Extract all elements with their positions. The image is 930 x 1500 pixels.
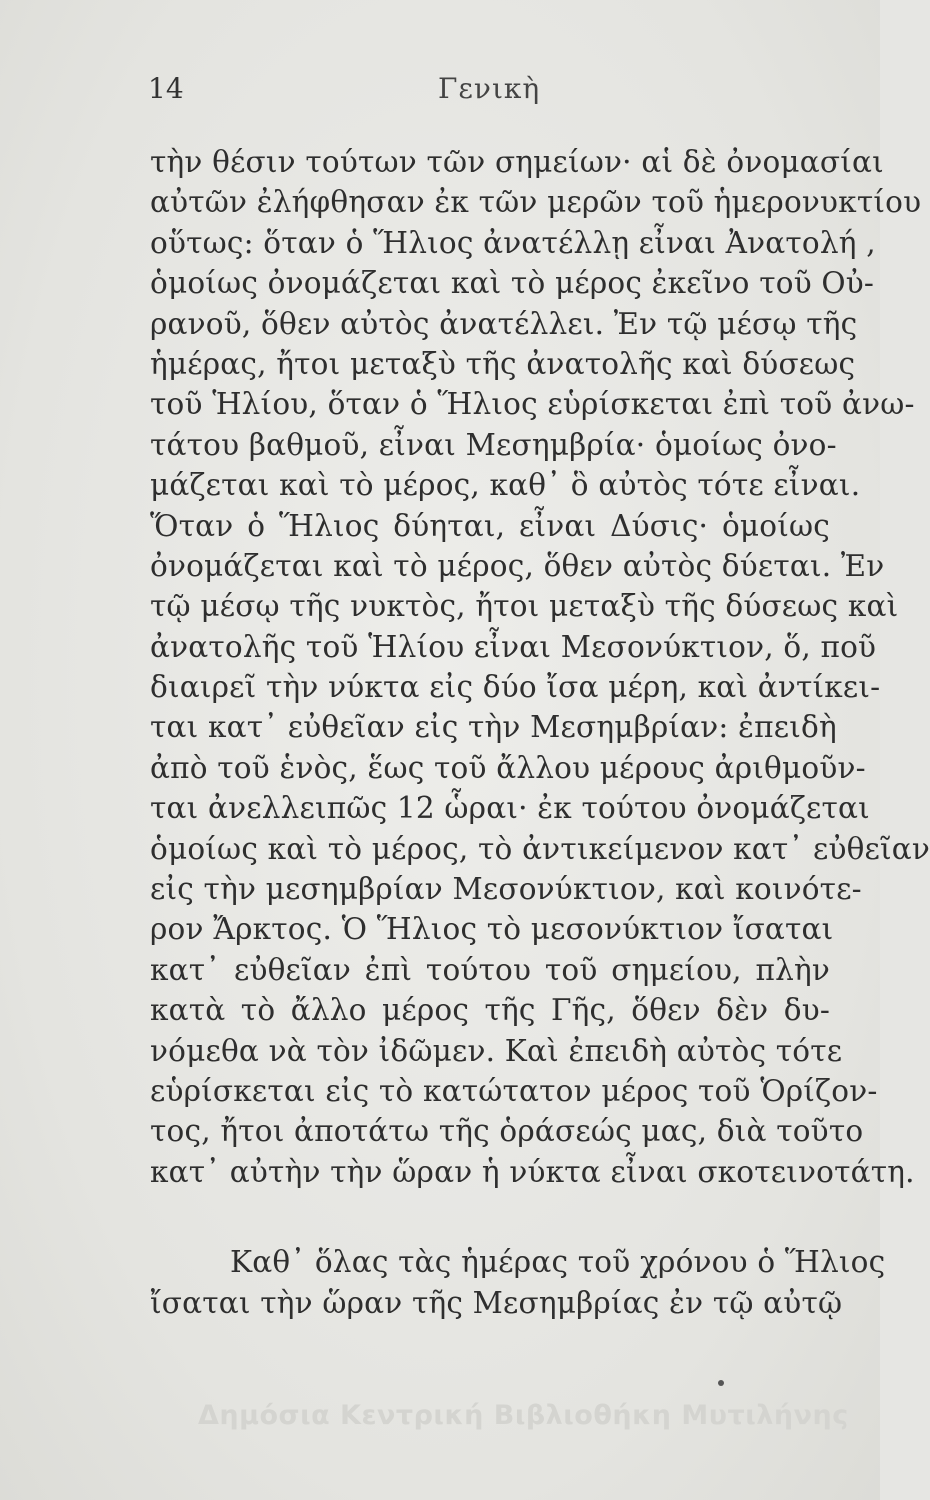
text-line: ται ἀνελλειπῶς 12 ὧραι· ἐκ τούτου ὀνομάζεται <box>150 791 870 826</box>
page-number: 14 <box>148 72 184 105</box>
text-line: ται κατ᾽ εὐθεῖαν εἰς τὴν Μεσημβρίαν: ἐπειδὴ <box>150 710 837 745</box>
text-line: τῷ μέσῳ τῆς νυκτὸς, ἤτοι μεταξὺ τῆς δύσεως καὶ <box>150 589 899 624</box>
text-line: ὀνομάζεται καὶ τὸ μέρος, ὅθεν αὐτὸς δύεται. Ἐν <box>150 548 885 583</box>
text-line: ἀπὸ τοῦ ἑνὸς, ἕως τοῦ ἄλλου μέρους ἀριθμοῦν- <box>150 750 866 785</box>
text-line: τάτου βαθμοῦ, εἶναι Μεσημβρία· ὁμοίως ὀνο- <box>150 427 837 462</box>
text-line: διαιρεῖ τὴν νύκτα εἰς δύο ἴσα μέρη, καὶ ἀντίκει- <box>150 670 881 705</box>
text-line: οὕτως: ὅταν ὁ Ἥλιος ἀνατέλλῃ εἶναι Ἀνατολή , <box>150 225 876 260</box>
text-line: ἴσαται τὴν ὥραν τῆς Μεσημβρίας ἐν τῷ αὐτῷ <box>150 1285 843 1320</box>
paragraph-1 <box>150 142 930 1192</box>
text-line: εἰς τὴν μεσημβρίαν Μεσονύκτιον, καὶ κοινότε- <box>150 872 862 907</box>
ink-dot <box>718 1380 724 1386</box>
text-line: κατ᾽ εὐθεῖαν ἐπὶ τούτου τοῦ σημείου, πλὴν <box>150 952 830 987</box>
paragraph-2 <box>150 1242 886 1323</box>
body-text <box>150 142 930 1323</box>
text-line: Ὅταν ὁ Ἥλιος δύηται, εἶναι Δύσις· ὁμοίως <box>150 508 830 543</box>
text-line: κατὰ τὸ ἄλλο μέρος τῆς Γῆς, ὅθεν δὲν δυ- <box>150 993 830 1028</box>
text-line: τὴν θέσιν τούτων τῶν σημείων· αἱ δὲ ὀνομασίαι <box>150 145 884 179</box>
library-watermark: Δημόσια Κεντρική Βιβλιοθήκη Μυτιλήνης <box>198 1400 849 1431</box>
text-line: εὑρίσκεται εἰς τὸ κατώτατον μέρος τοῦ Ὁρίζον- <box>150 1073 878 1108</box>
text-line: τος, ἤτοι ἀποτάτω τῆς ὁράσεώς μας, διὰ τοῦτο <box>150 1114 864 1149</box>
text-line: Καθ᾽ ὅλας τὰς ἡμέρας τοῦ χρόνου ὁ Ἥλιος <box>230 1245 886 1280</box>
text-line: ρανοῦ, ὅθεν αὐτὸς ἀνατέλλει. Ἐν τῷ μέσῳ τῆς <box>150 306 858 341</box>
text-line: ρον Ἄρκτος. Ὁ Ἥλιος τὸ μεσονύκτιον ἴσαται <box>150 912 834 947</box>
text-line: νόμεθα νὰ τὸν ἰδῶμεν. Καὶ ἐπειδὴ αὐτὸς τότε <box>150 1033 843 1068</box>
text-line: ἀνατολῆς τοῦ Ἡλίου εἶναι Μεσονύκτιον, ὅ, ποῦ <box>150 629 877 664</box>
page-header <box>148 72 820 112</box>
text-line: τοῦ Ἡλίου, ὅταν ὁ Ἥλιος εὑρίσκεται ἐπὶ τοῦ ἀνω- <box>150 387 915 422</box>
paragraph-gap <box>150 1192 830 1242</box>
running-head: Γενικὴ <box>438 72 541 105</box>
text-line: μάζεται καὶ τὸ μέρος, καθ᾽ ὃ αὐτὸς τότε εἶναι. <box>150 468 861 503</box>
text-line: αὐτῶν ἐλήφθησαν ἐκ τῶν μερῶν τοῦ ἡμερονυκτίου <box>150 185 922 220</box>
text-line: κατ᾽ αὐτὴν τὴν ὥραν ἡ νύκτα εἶναι σκοτεινοτάτη. <box>150 1154 915 1189</box>
text-line: ὁμοίως ὀνομάζεται καὶ τὸ μέρος ἐκεῖνο τοῦ Οὐ- <box>150 266 875 301</box>
text-line: ἡμέρας, ἤτοι μεταξὺ τῆς ἀνατολῆς καὶ δύσεως <box>150 346 856 381</box>
text-line: ὁμοίως καὶ τὸ μέρος, τὸ ἀντικείμενον κατ᾽ εὐθεῖαν <box>150 831 930 866</box>
